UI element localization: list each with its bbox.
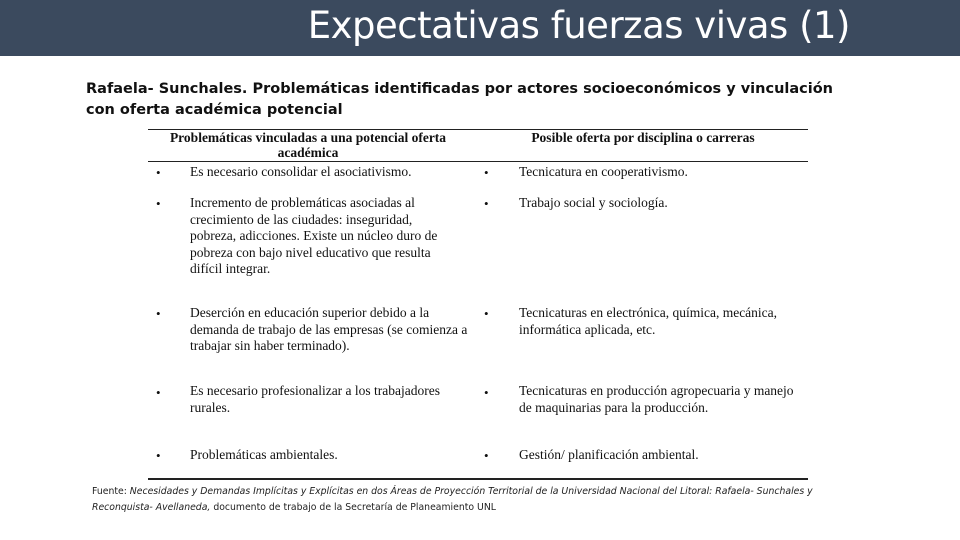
row-4-offer-bullet: • bbox=[484, 385, 489, 400]
source-prefix: Fuente: bbox=[92, 486, 130, 497]
row-1-problem-bullet: • bbox=[156, 165, 161, 180]
row-4-offer: Tecnicaturas en producción agropecuaria y manejo de maquinarias para la producción. bbox=[519, 383, 794, 415]
header-offer: Posible oferta por disciplina o carreras bbox=[531, 130, 755, 145]
row-2-problem-bullet: • bbox=[156, 196, 161, 211]
row-4-problem: Es necesario profesionalizar a los trabajadores rurales. bbox=[190, 383, 441, 415]
header-problems: Problemáticas vinculadas a una potencial oferta académica bbox=[169, 130, 447, 160]
row-5-problem: Problemáticas ambientales. bbox=[190, 447, 338, 462]
slide-title: Expectativas fuerzas vivas (1) bbox=[307, 4, 850, 47]
row-5-offer: Gestión/ planificación ambiental. bbox=[519, 447, 699, 462]
table-bottom-rule bbox=[148, 478, 808, 480]
row-2-problem: Incremento de problemáticas asociadas al crecimiento de las ciudades: inseguridad, pobreza, adicciones. Existe un núcleo duro de pobreza con bajo nivel educativo que resulta difícil integrar. bbox=[190, 195, 438, 276]
source-work-title: Necesidades y Demandas Implícitas y Explícitas en dos Áreas de Proyección Territorial de la Universidad Nacional del Litoral: Rafaela- Sunchales y Reconquista- Avellaneda, bbox=[92, 486, 813, 513]
row-3-offer-bullet: • bbox=[484, 306, 489, 321]
row-3-problem: Deserción en educación superior debido a la demanda de trabajo de las empresas (se comienza a trabajar sin haber terminado). bbox=[190, 305, 468, 353]
row-2-offer: Trabajo social y sociología. bbox=[519, 195, 668, 210]
row-4-problem-bullet: • bbox=[156, 385, 161, 400]
row-1-offer-bullet: • bbox=[484, 165, 489, 180]
problems-offer-table bbox=[148, 129, 808, 479]
row-3-problem-bullet: • bbox=[156, 306, 161, 321]
title-bar bbox=[0, 0, 960, 56]
row-1-problem: Es necesario consolidar el asociativismo. bbox=[190, 164, 412, 179]
row-1-offer: Tecnicatura en cooperativismo. bbox=[519, 164, 688, 179]
row-3-offer: Tecnicaturas en electrónica, química, mecánica, informática aplicada, etc. bbox=[519, 305, 778, 337]
row-5-problem-bullet: • bbox=[156, 448, 161, 463]
table-header-rule bbox=[148, 161, 808, 162]
row-5-offer-bullet: • bbox=[484, 448, 489, 463]
source-suffix: documento de trabajo de la Secretaría de Planeamiento UNL bbox=[210, 502, 496, 513]
row-2-offer-bullet: • bbox=[484, 196, 489, 211]
slide-subtitle: Rafaela- Sunchales. Problemáticas identificadas por actores socioeconómicos y vinculación con oferta académica potencial bbox=[86, 81, 833, 118]
source-note bbox=[92, 484, 872, 516]
